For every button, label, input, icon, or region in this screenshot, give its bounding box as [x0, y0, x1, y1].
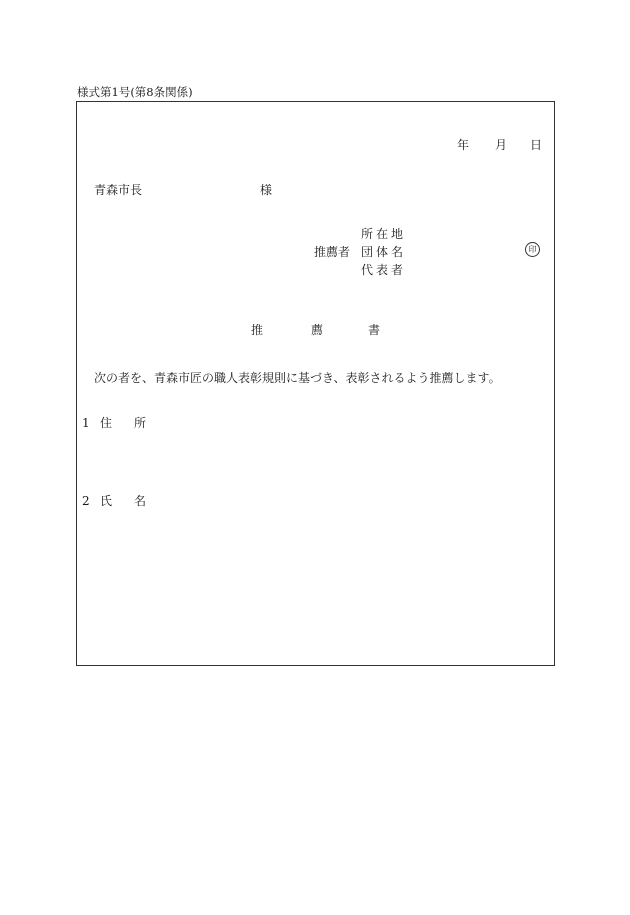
recommendation-statement: 次の者を、青森市匠の職人表彰規則に基づき、表彰されるよう推薦します。: [94, 371, 501, 385]
item-label-part-1: 住: [100, 416, 113, 430]
date-year-label: 年: [457, 138, 470, 152]
recommender-group-name-label: 団体名: [361, 245, 407, 259]
title-char-2: 薦: [311, 323, 324, 337]
addressee-name: 青森市長: [94, 183, 143, 197]
recommender-label: 推薦者: [314, 245, 351, 259]
item-name: [82, 492, 146, 509]
item-label-part-1: 氏: [100, 494, 113, 508]
date-month-label: 月: [495, 138, 508, 152]
item-label-part-2: 名: [134, 494, 147, 508]
date-day-label: 日: [530, 138, 543, 152]
item-number: 2: [82, 494, 90, 508]
addressee-honorific: 様: [260, 183, 273, 197]
form-number: 様式第1号(第8条関係): [77, 85, 193, 99]
document-title: [251, 321, 380, 338]
recommender-representative-label: 代表者: [361, 263, 407, 277]
seal-icon: 印: [525, 242, 540, 257]
title-char-3: 書: [368, 323, 381, 337]
item-label-part-2: 所: [134, 416, 147, 430]
item-number: 1: [82, 416, 90, 430]
item-address: [82, 414, 146, 431]
title-char-1: 推: [251, 323, 264, 337]
form-frame: [76, 101, 555, 666]
recommender-location-label: 所在地: [361, 227, 407, 241]
